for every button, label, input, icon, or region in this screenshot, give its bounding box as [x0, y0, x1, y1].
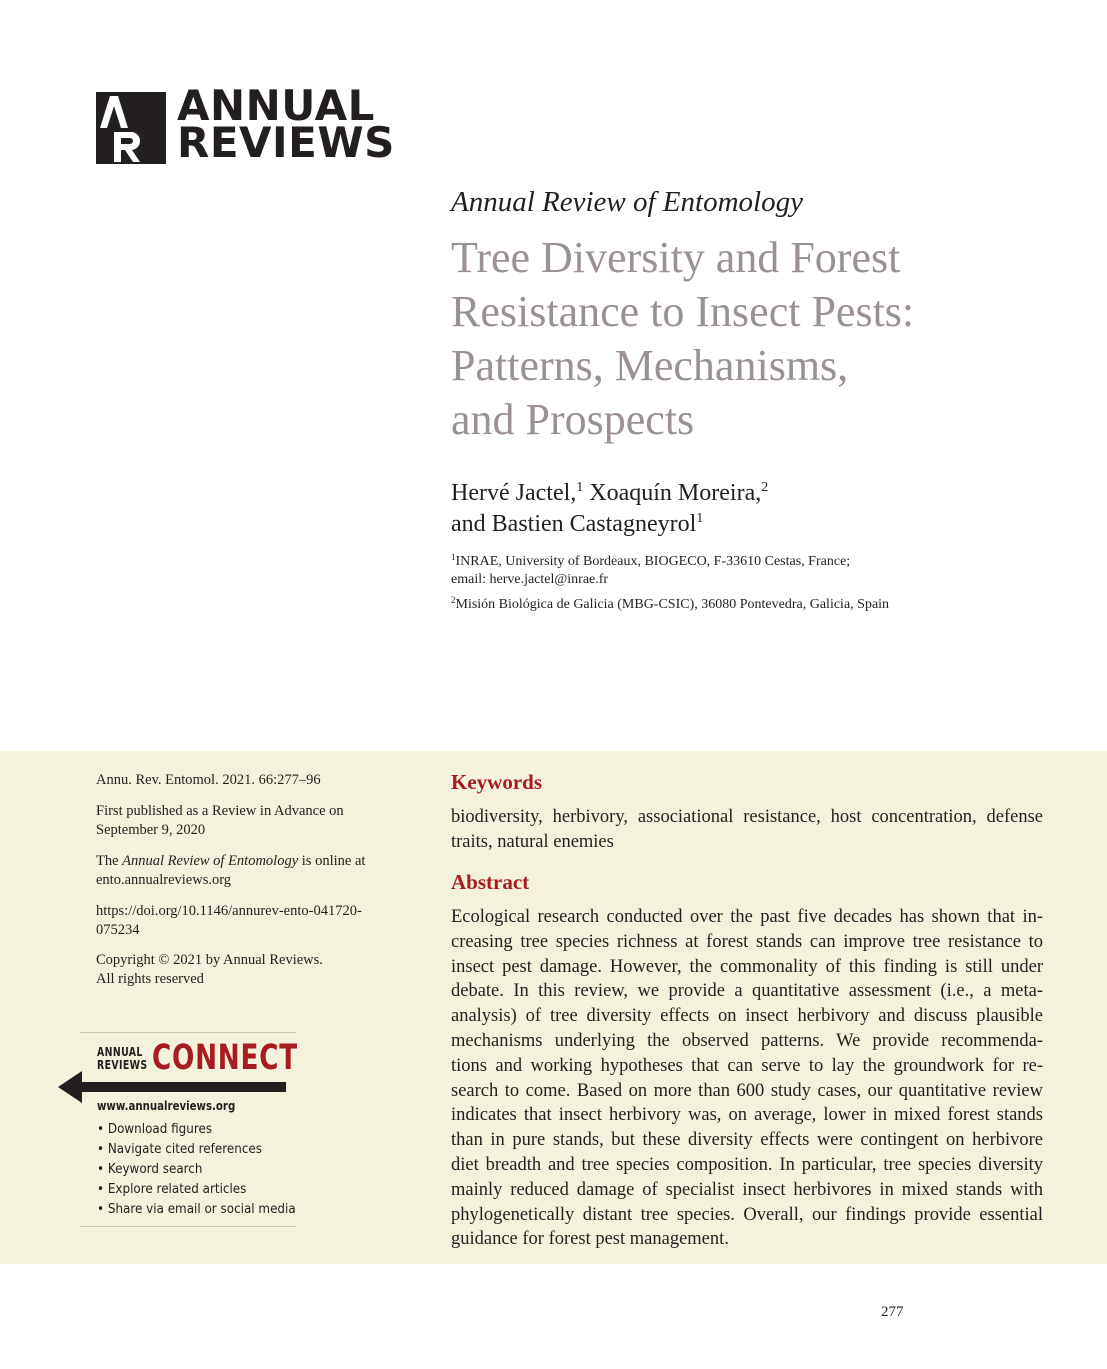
- logo-line-1: ANNUAL: [177, 81, 375, 130]
- online-notice-text: is online at: [298, 853, 366, 869]
- affiliation-2: [451, 596, 889, 614]
- doi-line[interactable]: https://doi.org/10.1146/annurev-ento-041720-: [96, 903, 362, 919]
- abstract-line: diet breadth and tree species composition. In particular, tree species diversity: [451, 1154, 1043, 1175]
- page-number: 277: [881, 1304, 904, 1320]
- divider: [80, 1032, 296, 1033]
- affiliation-email: email: herve.jactel@inrae.fr: [451, 572, 609, 587]
- citation-text: Annu. Rev. Entomol. 2021. 66:277–96: [96, 772, 321, 788]
- list-item: • Download figures: [97, 1122, 213, 1137]
- affiliation-sup: 2: [451, 595, 456, 605]
- title-line: and Prospects: [451, 395, 695, 444]
- title-line: Tree Diversity and Forest: [451, 233, 901, 282]
- online-notice: [96, 852, 365, 890]
- affiliation-sup: 1: [451, 552, 456, 562]
- abstract-line: search to come. Based on more than 600 study cases, our quantitative review: [451, 1080, 1043, 1101]
- abstract-line: mainly reduced damage of specialist insect herbivores in mixed stands with: [451, 1179, 1043, 1200]
- ar-monogram-icon: [96, 92, 166, 164]
- connect-feature-list: [97, 1120, 313, 1220]
- abstract-heading: Abstract: [451, 870, 530, 894]
- affiliation-text: Misión Biológica de Galicia (MBG-CSIC), 36080 Pontevedra, Galicia, Spain: [455, 597, 890, 612]
- author-castagneyrol: and Bastien Castagneyrol: [451, 511, 697, 537]
- abstract-text: [451, 905, 1043, 1252]
- keywords-text: [451, 805, 1043, 855]
- list-item: • Keyword search: [97, 1162, 203, 1177]
- keywords-heading: Keywords: [451, 770, 542, 794]
- connect-small-line: ANNUAL: [97, 1045, 143, 1059]
- keywords-line: traits, natural enemies: [451, 831, 614, 852]
- publication-date: [96, 802, 344, 840]
- abstract-line: insect pest damage. However, the commonality of this finding is still under: [451, 956, 1043, 977]
- logo-line-2: REVIEWS: [177, 118, 395, 167]
- journal-url[interactable]: ento.annualreviews.org: [96, 872, 232, 888]
- abstract-line: debate. In this review, we provide a quantitative assessment (i.e., a meta-: [451, 981, 1043, 1002]
- copyright-line: Copyright © 2021 by Annual Reviews.: [96, 952, 323, 968]
- abstract-line: than in pure stands, but these diversity effects were contingent on herbivore: [451, 1130, 1043, 1151]
- journal-name: Annual Review of Entomology: [451, 186, 803, 218]
- connect-small-line: REVIEWS: [97, 1058, 148, 1072]
- list-item: • Share via email or social media: [97, 1202, 296, 1217]
- citation: [96, 771, 321, 790]
- author-sup: 1: [696, 511, 704, 526]
- abstract-line: analysis) of tree diversity effects on insect herbivory and discuss plausible: [451, 1006, 1043, 1027]
- abstract-line: creasing tree species richness at forest stands can improve tree resistance to: [451, 931, 1043, 952]
- abstract-line: tions and working hypotheses that can serve to lay the groundwork for re-: [451, 1055, 1043, 1076]
- author-sup: 1: [576, 480, 584, 495]
- affiliation-text: INRAE, University of Bordeaux, BIOGECO, F-33610 Cestas, France;: [455, 554, 851, 569]
- author-list: [451, 478, 768, 540]
- list-item: • Explore related articles: [97, 1182, 247, 1197]
- abstract-line: Ecological research conducted over the past five decades has shown that in-: [451, 907, 1043, 927]
- divider: [80, 1226, 296, 1227]
- copyright: [96, 951, 323, 989]
- connect-url[interactable]: www.annualreviews.org: [97, 1099, 236, 1113]
- online-journal-name: Annual Review of Entomology: [122, 853, 299, 869]
- online-notice-text: The: [96, 853, 123, 869]
- abstract-line: phylogenetically distant tree species. Overall, our findings provide essential: [451, 1204, 1043, 1225]
- copyright-line: All rights reserved: [96, 971, 204, 987]
- keywords-line: biodiversity, herbivory, associational resistance, host concentration, defense: [451, 807, 1043, 827]
- title-line: Resistance to Insect Pests:: [451, 287, 915, 336]
- list-item: • Navigate cited references: [97, 1142, 262, 1157]
- doi-line[interactable]: 075234: [96, 922, 140, 938]
- publication-date-line: September 9, 2020: [96, 822, 206, 838]
- abstract-line: guidance for forest pest management.: [451, 1229, 729, 1250]
- abstract-line: mechanisms underlying the observed patterns. We provide recommenda-: [451, 1030, 1043, 1051]
- author-sup: 2: [761, 480, 769, 495]
- title-line: Patterns, Mechanisms,: [451, 341, 849, 390]
- author-moreira: Xoaquín Moreira,: [583, 480, 762, 506]
- connect-title: CONNECT: [152, 1038, 298, 1078]
- publication-date-line: First published as a Review in Advance on: [96, 803, 344, 819]
- abstract-line: indicates that insect herbivory was, on average, lower in mixed forest stands: [451, 1105, 1043, 1126]
- annual-reviews-connect: [80, 1032, 296, 1227]
- article-title: [451, 231, 1051, 447]
- doi[interactable]: [96, 902, 362, 940]
- author-jactel: Hervé Jactel,: [451, 480, 577, 506]
- affiliation-1: [451, 553, 850, 589]
